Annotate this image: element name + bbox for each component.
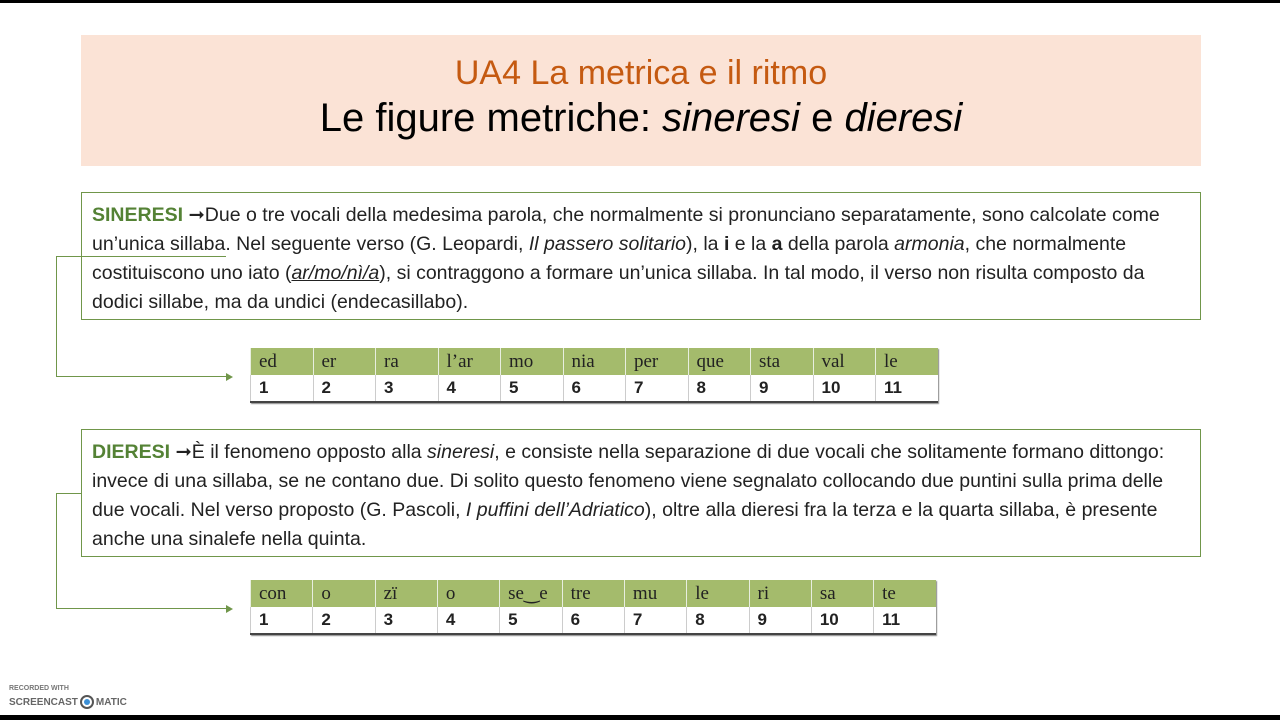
text-segment: a: [771, 233, 783, 255]
text-segment: della parola: [782, 233, 895, 255]
table-row: [251, 580, 937, 607]
syllable-cell: ri: [749, 580, 811, 607]
number-cell: 8: [688, 375, 751, 402]
arrow-icon: [226, 605, 233, 613]
number-cell: 2: [313, 375, 376, 402]
syllable-table-1: [250, 348, 938, 403]
text-segment: È il fenomeno opposto alla: [191, 441, 428, 463]
syllable-cell: per: [626, 348, 689, 375]
arrow-icon: ➞: [188, 204, 205, 226]
syllable-cell: zï: [375, 580, 437, 607]
arrow-icon: ➞: [175, 441, 192, 463]
text-segment: sineresi: [427, 441, 495, 463]
syllable-cell: o: [313, 580, 375, 607]
syllable-cell: que: [688, 348, 751, 375]
number-cell: 6: [562, 607, 624, 634]
number-cell: 11: [876, 375, 939, 402]
title-text: Le figure metriche:: [319, 96, 663, 140]
syllable-cell: ed: [251, 348, 314, 375]
top-black-bar: [0, 0, 1280, 3]
arrow-icon: [226, 373, 233, 381]
dieresi-label: DIERESI: [92, 441, 171, 463]
watermark-small: RECORDED WITH: [9, 685, 69, 692]
syllable-cell: nia: [563, 348, 626, 375]
syllable-cell: ra: [376, 348, 439, 375]
dieresi-definition-box: [81, 429, 1201, 557]
text-segment: i: [723, 233, 730, 255]
watermark-right: MATIC: [95, 696, 127, 708]
syllable-cell: sta: [751, 348, 814, 375]
sineresi-definition-box: [81, 192, 1201, 320]
syllable-cell: mo: [501, 348, 564, 375]
syllable-cell: l’ar: [438, 348, 501, 375]
text-segment: e la: [729, 233, 772, 255]
sineresi-label: SINERESI: [92, 204, 184, 226]
syllable-table-2: [250, 580, 936, 635]
number-cell: 1: [251, 607, 313, 634]
bottom-black-bar: [0, 715, 1280, 720]
number-cell: 4: [437, 607, 499, 634]
number-cell: 5: [500, 607, 562, 634]
syllable-cell: sa: [811, 580, 873, 607]
connector-line: [56, 376, 226, 377]
slide-title: [81, 93, 1201, 143]
number-cell: 3: [375, 607, 437, 634]
unit-title: UA4 La metrica e il ritmo: [454, 54, 828, 92]
text-segment: ar/mo/nì/a: [291, 262, 380, 284]
connector-line: [56, 493, 81, 608]
watermark-left: SCREENCAST: [9, 696, 78, 708]
number-cell: 10: [811, 607, 873, 634]
number-cell: 3: [376, 375, 439, 402]
syllable-cell: te: [874, 580, 936, 607]
text-segment: Il passero solitario: [528, 233, 686, 255]
number-cell: 5: [501, 375, 564, 402]
text-segment: armonia: [894, 233, 965, 255]
number-cell: 9: [751, 375, 814, 402]
table-row: [251, 348, 939, 375]
number-cell: 10: [813, 375, 876, 402]
syllable-cell: val: [813, 348, 876, 375]
title-dieresi: dieresi: [844, 96, 963, 140]
number-cell: 4: [438, 375, 501, 402]
connector-line: [56, 256, 226, 377]
number-cell: 8: [687, 607, 749, 634]
text-segment: , e consiste nella separazione di due vocali che solitamente formano dittongo: invece di una sillaba, se ne contano due. Di solito questo fenomeno viene segnalato collocando due puntini sulla prima delle due vocali. Nel verso proposto (G. Pascoli,: [92, 441, 1165, 521]
record-icon: [80, 695, 94, 709]
syllable-cell: tre: [562, 580, 624, 607]
number-cell: 7: [624, 607, 686, 634]
number-cell: 6: [563, 375, 626, 402]
text-segment: ), la: [686, 233, 724, 255]
number-cell: 2: [313, 607, 375, 634]
text-segment: ), oltre alla dieresi fra la terza e la quarta sillaba, è presente anche una sinalefe nella quinta.: [92, 499, 1158, 550]
table-row: [251, 375, 939, 402]
syllable-cell: er: [313, 348, 376, 375]
syllable-cell: con: [251, 580, 313, 607]
syllable-cell: mu: [624, 580, 686, 607]
number-cell: 7: [626, 375, 689, 402]
text-segment: I puffini dell’Adriatico: [465, 499, 645, 521]
text-segment: Due o tre vocali della medesima parola, che normalmente si pronunciano separatamente, sono calcolate come un’unica sillaba. Nel seguente verso (G. Leopardi,: [92, 204, 1160, 255]
screencast-watermark: [9, 695, 127, 709]
connector-line: [56, 608, 226, 609]
table-row: [251, 607, 937, 634]
syllable-cell: le: [687, 580, 749, 607]
syllable-cell: se‿e: [500, 580, 562, 607]
title-sineresi: sineresi: [662, 96, 800, 140]
syllable-cell: o: [437, 580, 499, 607]
title-and: e: [799, 96, 845, 140]
number-cell: 1: [251, 375, 314, 402]
title-banner: [81, 35, 1201, 166]
syllable-cell: le: [876, 348, 939, 375]
number-cell: 11: [874, 607, 936, 634]
number-cell: 9: [749, 607, 811, 634]
text-segment: ), si contraggono a formare un’unica sillaba. In tal modo, il verso non risulta composto da dodici sillabe, ma da undici (endecasillabo).: [92, 262, 1145, 313]
text-segment: , che normalmente costituiscono uno iato (: [92, 233, 1127, 284]
